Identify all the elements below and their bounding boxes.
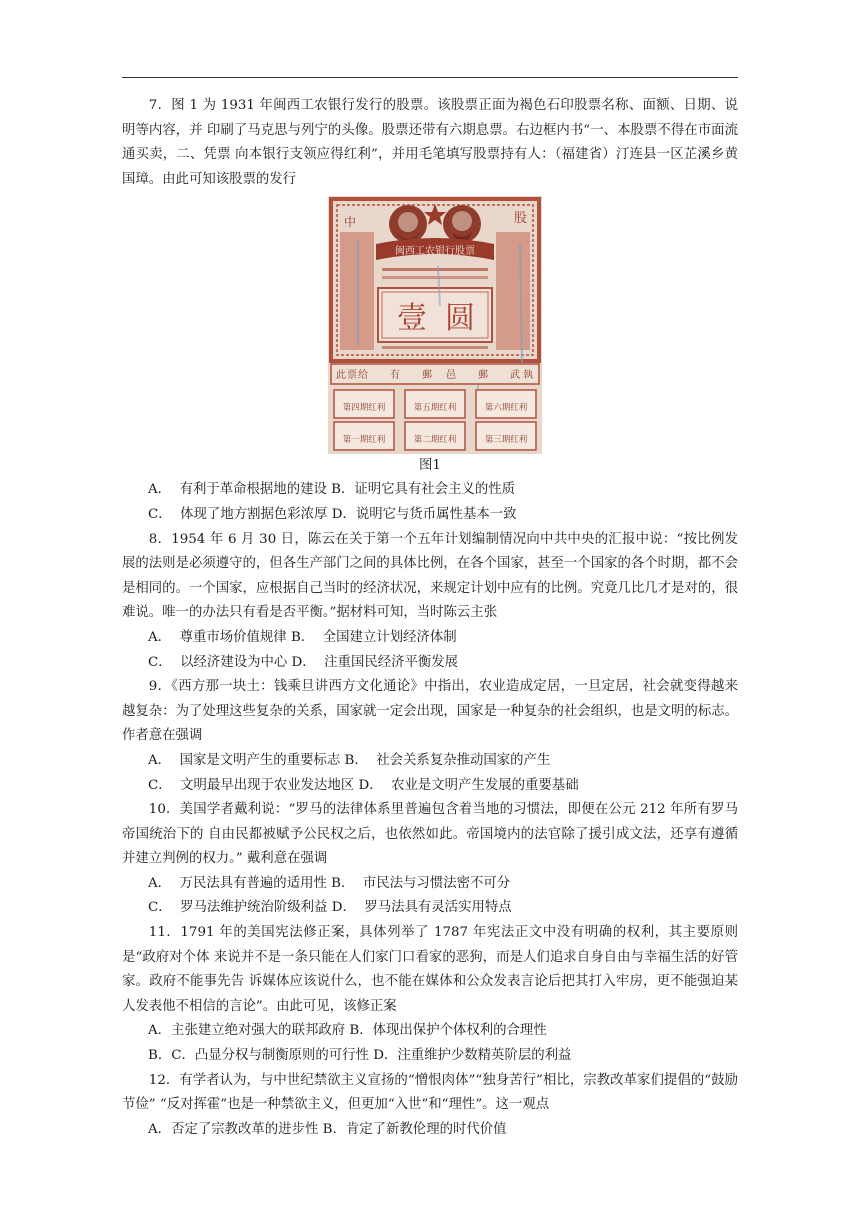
q10-options-cd[interactable]: C． 罗马法维护统治阶级利益 D． 罗马法具有灵活实用特点 — [148, 900, 512, 916]
stock-certificate-image — [328, 196, 542, 454]
q11-options-cd[interactable]: B．C．凸显分权与制衡原则的可行性 D．注重维护少数精英阶层的利益 — [148, 1048, 572, 1064]
header-rule — [122, 77, 738, 78]
svg-text:有: 有 — [390, 370, 400, 382]
stock-banner-text: 闽西工农银行股票 — [395, 246, 475, 258]
q8-options-cd[interactable]: C． 以经济建设为中心 D． 注重国民经济平衡发展 — [148, 654, 459, 670]
stock-certificate-figure — [328, 196, 542, 454]
face-value-char-2: 圆 — [445, 301, 475, 337]
svg-text:邑: 邑 — [446, 370, 456, 382]
stock-left-mark: 中 — [344, 215, 357, 230]
svg-text:此: 此 — [336, 370, 346, 382]
q10-options-ab[interactable]: A． 万民法具有普遍的适用性 B． 市民法与习惯法密不可分 — [148, 875, 511, 891]
svg-text:第一期红利: 第一期红利 — [342, 435, 386, 446]
q8-options-ab[interactable]: A． 尊重市场价值规律 B． 全国建立计划经济体制 — [148, 629, 457, 645]
q9-options-cd[interactable]: C． 文明最早出现于农业发达地区 D． 农业是文明产生发展的重要基础 — [148, 777, 579, 793]
figure-caption: 图1 — [419, 458, 441, 474]
svg-text:第四期红利: 第四期红利 — [342, 403, 386, 414]
q11-stem: 11．1791 年的美国宪法修正案，具体列举了 1787 年宪法正文中没有明确的权利，其主要原则是“政府对个体 来说并不是一条只能在人们家门口看家的恶狗，而是人们追求自身自由与幸福生活的好管家。政府不能事先告 诉媒体应该说什么，也不能在媒体和公众发表言论后把其打入牢房，更不能强迫某人发表他不相信的言论”。由此可见，该修正案 — [122, 925, 738, 1014]
lenin-portrait — [443, 205, 481, 243]
face-value-char-1: 壹 — [397, 301, 427, 337]
q11-options-ab[interactable]: A．主张建立绝对强大的联邦政府 B．体现出保护个体权利的合理性 — [148, 1023, 547, 1039]
svg-text:票: 票 — [347, 370, 357, 382]
svg-text:執: 執 — [523, 370, 533, 382]
q9-options-ab[interactable]: A． 国家是文明产生的重要标志 B． 社会关系复杂推动国家的产生 — [148, 752, 551, 768]
svg-text:郵: 郵 — [478, 370, 488, 382]
q9-stem: 9．《西方那一块土：钱乘旦讲西方文化通论》中指出，农业造成定居，一旦定居，社会就变得越来越复杂：为了处理这些复杂的关系，国家就一定会出现，国家是一种复杂的社会组织，也是文明的标志。作者意在强调 — [122, 679, 738, 744]
q7-stem: 7．图 1 为 1931 年闽西工农银行发行的股票。该股票正面为褐色石印股票名称、面额、日期、说明等内容，并 印刷了马克思与列宁的头像。股票还带有六期息票。右边框内书“一、本股票不得在市面流通买卖，二、凭票 向本银行支领应得红利”，并用毛笔填写股票持有人：（福建省）汀连县一区芷溪乡黄国璋。由此可知该股票的发行 — [122, 98, 738, 187]
svg-text:第五期红利: 第五期红利 — [413, 403, 457, 414]
q7-options-cd[interactable]: C． 体现了地方割据色彩浓厚 D．说明它与货币属性基本一致 — [148, 506, 517, 522]
q7-options-ab[interactable]: A． 有利于革命根据地的建设 B．证明它具有社会主义的性质 — [148, 482, 516, 498]
q12-options-ab[interactable]: A．否定了宗教改革的进步性 B．肯定了新教伦理的时代价值 — [148, 1121, 507, 1137]
svg-text:给: 给 — [358, 370, 368, 382]
stock-top-right-char: 股 — [514, 211, 528, 227]
marx-portrait — [389, 205, 427, 243]
exam-page — [122, 94, 738, 1142]
svg-text:第二期红利: 第二期红利 — [413, 435, 457, 446]
svg-text:第六期红利: 第六期红利 — [484, 403, 528, 414]
svg-text:武: 武 — [510, 370, 520, 382]
svg-text:第三期红利: 第三期红利 — [484, 435, 528, 446]
svg-text:郵: 郵 — [422, 370, 432, 382]
q12-stem: 12．有学者认为，与中世纪禁欲主义宣扬的“憎恨肉体”“独身苦行”相比，宗教改革家们提倡的“鼓励节俭” “反对挥霍”也是一种禁欲主义，但更加“入世”和“理性”。这一观点 — [122, 1072, 738, 1113]
q8-stem: 8．1954 年 6 月 30 日，陈云在关于第一个五年计划编制情况向中共中央的汇报中说：“按比例发展的法则是必须遵守的，但各生产部门之间的具体比例，在各个国家，甚至一个国家的各个时期，都不会是相同的。一个国家，应根据自己当时的经济状况，来规定计划中应有的比例。究竟几比几才是对的，很难说。唯一的办法只有看是否平衡。”据材料可知，当时陈云主张 — [122, 531, 738, 621]
q10-stem: 10．美国学者戴利说：“罗马的法律体系里普遍包含着当地的习惯法，即便在公元 212 年所有罗马帝国统治下的 自由民都被赋予公民权之后，也依然如此。帝国境内的法官除了援引成文法，还享有遵循并建立判例的权力。” 戴利意在强调 — [122, 802, 738, 867]
